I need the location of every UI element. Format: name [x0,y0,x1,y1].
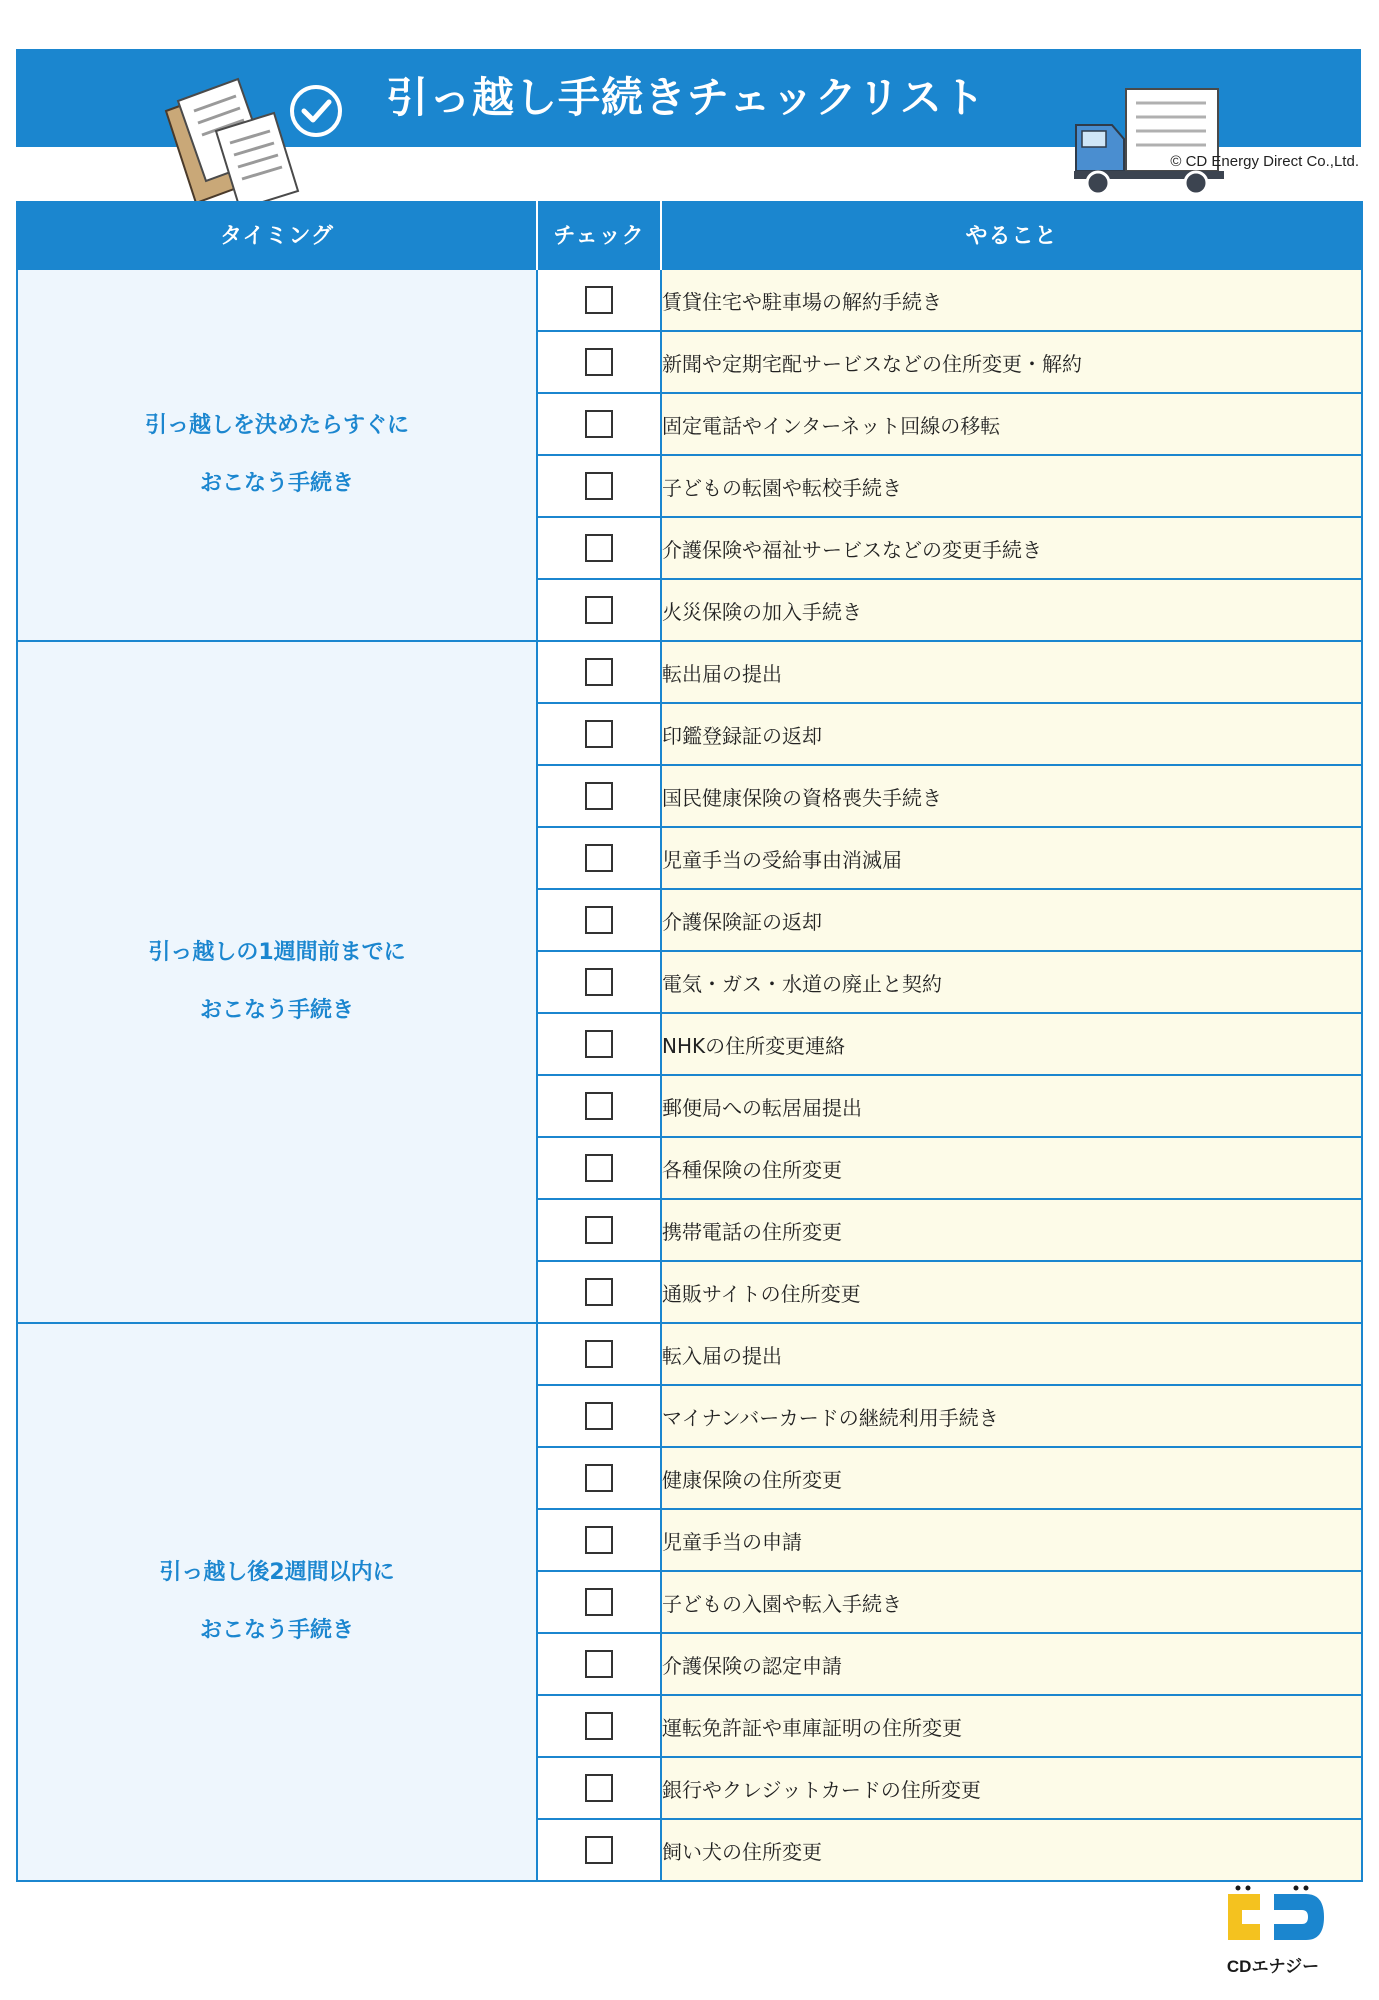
task-checkbox[interactable] [585,1774,613,1802]
task-checkbox[interactable] [585,286,613,314]
check-cell [537,1695,661,1757]
column-header-task: やること [661,201,1362,269]
task-checkbox[interactable] [585,968,613,996]
task-label: 火災保険の加入手続き [661,579,1362,641]
task-label: 子どもの転園や転校手続き [661,455,1362,517]
task-label: 児童手当の受給事由消滅届 [661,827,1362,889]
page-title: 引っ越し手続きチェックリスト [386,73,986,122]
task-label: 児童手当の申請 [661,1509,1362,1571]
task-label: 転入届の提出 [661,1323,1362,1385]
timing-label: 引っ越しの1週間前までに [148,940,406,965]
task-checkbox[interactable] [585,472,613,500]
task-checkbox[interactable] [585,1588,613,1616]
task-checkbox[interactable] [585,906,613,934]
timing-label: 引っ越し後2週間以内に [159,1560,395,1585]
check-cell [537,1075,661,1137]
check-cell [537,455,661,517]
moving-truck-icon [1066,87,1256,197]
task-checkbox[interactable] [585,1154,613,1182]
check-cell [537,951,661,1013]
timing-label: 引っ越しを決めたらすぐに [144,413,409,438]
task-label: 介護保険や福祉サービスなどの変更手続き [661,517,1362,579]
check-cell [537,331,661,393]
logo-text: CDエナジー [1226,1957,1320,1976]
task-checkbox[interactable] [585,1712,613,1740]
checklist-body [17,269,1362,1881]
task-checkbox[interactable] [585,782,613,810]
check-cell [537,393,661,455]
task-label: 子どもの入園や転入手続き [661,1571,1362,1633]
task-label: 運転免許証や車庫証明の住所変更 [661,1695,1362,1757]
task-label: 各種保険の住所変更 [661,1137,1362,1199]
task-label: 印鑑登録証の返却 [661,703,1362,765]
task-checkbox[interactable] [585,596,613,624]
check-cell [537,1013,661,1075]
task-label: 飼い犬の住所変更 [661,1819,1362,1881]
task-checkbox[interactable] [585,1278,613,1306]
check-cell [537,517,661,579]
check-cell [537,1757,661,1819]
task-label: 転出届の提出 [661,641,1362,703]
task-checkbox[interactable] [585,844,613,872]
check-cell [537,703,661,765]
task-checkbox[interactable] [585,1464,613,1492]
task-label: 通販サイトの住所変更 [661,1261,1362,1323]
timing-label: おこなう手続き [199,998,354,1023]
check-cell [537,765,661,827]
task-checkbox[interactable] [585,1526,613,1554]
header-banner [16,49,1361,147]
copyright-notice: © CD Energy Direct Co.,Ltd. [1170,153,1359,170]
task-label: NHKの住所変更連絡 [661,1013,1362,1075]
task-checkbox[interactable] [585,1402,613,1430]
task-checkbox[interactable] [585,1216,613,1244]
check-cell [537,1819,661,1881]
task-label: 介護保険証の返却 [661,889,1362,951]
task-label: 郵便局への転居届提出 [661,1075,1362,1137]
task-checkbox[interactable] [585,1030,613,1058]
task-label: 介護保険の認定申請 [661,1633,1362,1695]
check-cell [537,1261,661,1323]
check-cell [537,579,661,641]
task-checkbox[interactable] [585,1650,613,1678]
task-label: 銀行やクレジットカードの住所変更 [661,1757,1362,1819]
check-cell [537,1509,661,1571]
task-checkbox[interactable] [585,1836,613,1864]
check-cell [537,1571,661,1633]
check-cell [537,1633,661,1695]
table-row [17,1323,1362,1385]
timing-label: おこなう手続き [199,471,354,496]
table-header-row [17,201,1362,269]
table-row [17,641,1362,703]
task-label: 賃貸住宅や駐車場の解約手続き [661,269,1362,331]
timing-cell [17,641,537,1323]
task-checkbox[interactable] [585,658,613,686]
check-cell [537,1137,661,1199]
cd-energy-logo [1208,1880,1338,1980]
task-checkbox[interactable] [585,720,613,748]
check-cell [537,1199,661,1261]
task-label: 電気・ガス・水道の廃止と契約 [661,951,1362,1013]
task-label: 携帯電話の住所変更 [661,1199,1362,1261]
task-checkbox[interactable] [585,1092,613,1120]
task-checkbox[interactable] [585,348,613,376]
timing-cell [17,1323,537,1881]
task-checkbox[interactable] [585,1340,613,1368]
cd-energy-logo-icon [1208,1880,1338,1952]
check-cell [537,641,661,703]
task-label: 国民健康保険の資格喪失手続き [661,765,1362,827]
check-cell [537,1385,661,1447]
moving-checklist-table [16,201,1363,1882]
column-header-timing: タイミング [17,201,537,269]
check-cell [537,1323,661,1385]
check-cell [537,889,661,951]
task-label: 健康保険の住所変更 [661,1447,1362,1509]
task-label: 固定電話やインターネット回線の移転 [661,393,1362,455]
documents-check-icon [156,71,356,201]
timing-label: おこなう手続き [199,1618,354,1643]
task-label: 新聞や定期宅配サービスなどの住所変更・解約 [661,331,1362,393]
column-header-check: チェック [537,201,661,269]
task-label: マイナンバーカードの継続利用手続き [661,1385,1362,1447]
timing-cell [17,269,537,641]
check-cell [537,269,661,331]
task-checkbox[interactable] [585,410,613,438]
task-checkbox[interactable] [585,534,613,562]
check-cell [537,827,661,889]
check-cell [537,1447,661,1509]
table-row [17,269,1362,331]
